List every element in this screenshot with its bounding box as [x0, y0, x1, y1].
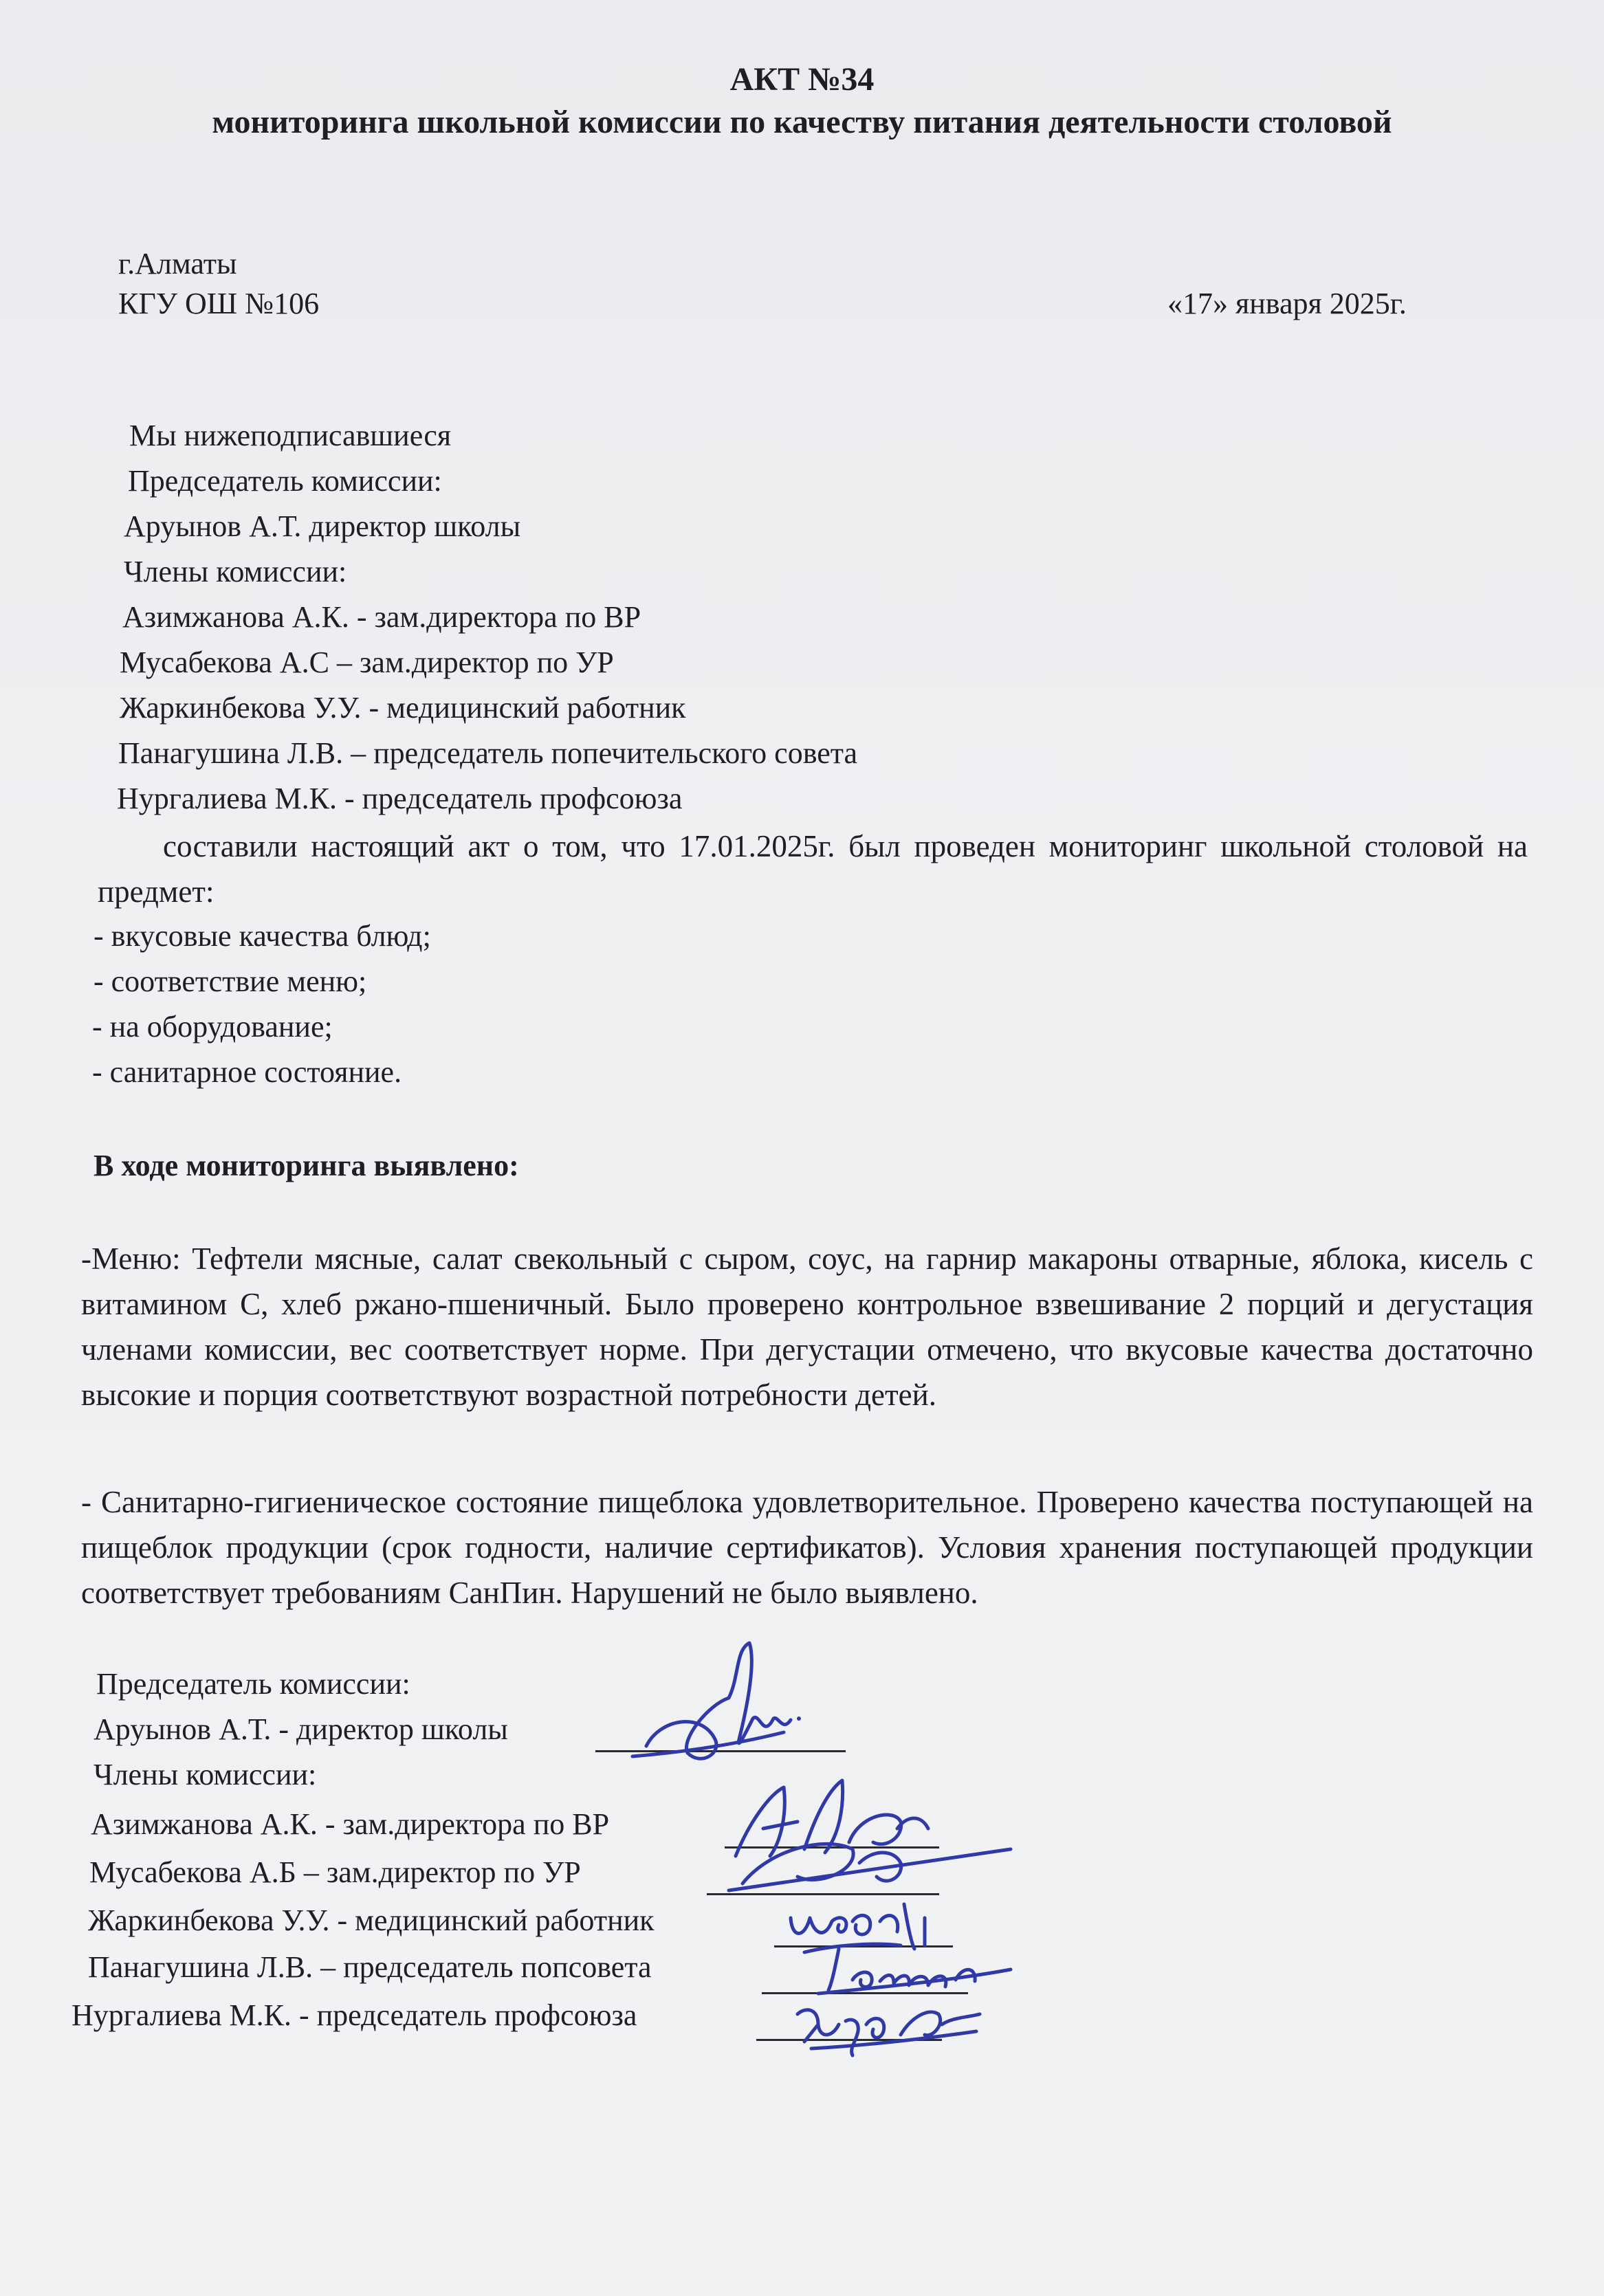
member-line: Азимжанова А.К. - зам.директора по ВР — [122, 600, 641, 634]
sig-member-line: Мусабекова А.Б – зам.директор по УР — [89, 1855, 581, 1889]
subject-item: - соответствие меню; — [94, 964, 367, 998]
undersigned-text: Мы нижеподписавшиеся — [129, 419, 452, 452]
member-line: Жаркинбекова У.У. - медицинский работник — [120, 691, 686, 725]
sig-member-line: Азимжанова А.К. - зам.директора по ВР — [91, 1807, 610, 1841]
member-signature-5 — [791, 1987, 990, 2062]
subject-item: - вкусовые качества блюд; — [94, 919, 431, 953]
chair-name: Аруынов А.Т. директор школы — [124, 509, 521, 543]
document-subtitle: мониторинга школьной комиссии по качеству питания деятельности столовой — [212, 104, 1392, 140]
sig-chair-line: Аруынов А.Т. - директор школы — [94, 1712, 508, 1746]
members-label: Члены комиссии: — [124, 555, 347, 588]
organization: КГУ ОШ №106 — [118, 287, 320, 320]
document-date: «17» января 2025г. — [1167, 287, 1407, 320]
subject-item: - на оборудование; — [92, 1010, 333, 1044]
findings-sanitary-paragraph: - Санитарно-гигиеническое состояние пищеблока удовлетворительное. Проверено качества поступающей на пищеблок продукции (срок годности, наличие сертификатов). Условия хранения поступающей продукции соответствует требованиям СанПин. Нарушений не было выявлено. — [81, 1485, 1533, 1610]
findings-menu-paragraph: -Меню: Тефтели мясные, салат свекольный с сыром, соус, на гарнир макароны отварные, яблока, кисель с витамином С, хлеб ржано-пшеничный. Было проверено контрольное взвешивание 2 порций и дегустация членами комиссии, вес соответствует норме. При дегустации отмечено, что вкусовые качества достаточно высокие и порция соответствуют возрастной потребности детей. — [81, 1241, 1533, 1412]
sig-member-line: Панагушина Л.В. – председатель попсовета — [88, 1950, 652, 1984]
city: г.Алматы — [118, 247, 237, 280]
sig-members-label: Члены комиссии: — [94, 1758, 317, 1791]
member-line: Мусабекова А.С – зам.директор по УР — [120, 645, 614, 679]
member-line: Панагушина Л.В. – председатель попечительского совета — [118, 736, 858, 770]
sig-member-line: Нургалиева М.К. - председатель профсоюза — [72, 1998, 637, 2032]
statement-paragraph: составили настоящий акт о том, что 17.01.2025г. был проведен мониторинг школьной столовой на предмет: — [98, 829, 1528, 909]
member-line: Нургалиева М.К. - председатель профсоюза — [117, 782, 683, 815]
subject-item: - санитарное состояние. — [92, 1055, 402, 1089]
chair-signature — [619, 1636, 839, 1794]
sig-chair-label: Председатель комиссии: — [96, 1667, 410, 1701]
findings-heading: В ходе мониторинга выявлено: — [94, 1149, 519, 1182]
document-title: АКТ №34 — [729, 61, 875, 98]
sig-member-line: Жаркинбекова У.У. - медицинский работник — [88, 1903, 655, 1937]
chair-label: Председатель комиссии: — [128, 464, 442, 498]
